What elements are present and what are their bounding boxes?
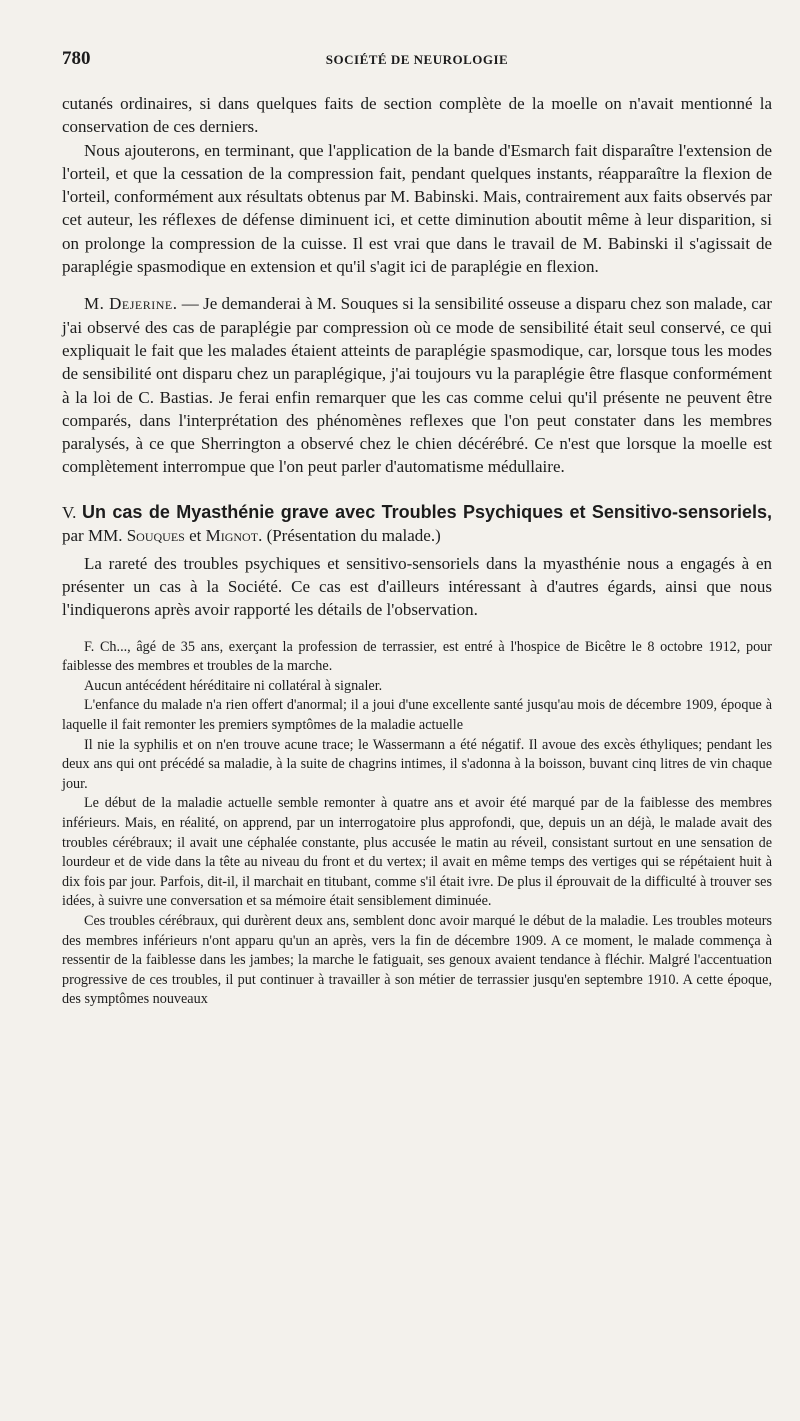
- paragraph-continuation: cutanés ordinaires, si dans quelques faits de section complète de la moelle on n'avait mentionné la conservation de ces derniers.: [62, 94, 772, 137]
- paragraph-esmarch: Nous ajouterons, en terminant, que l'application de la bande d'Esmarch fait disparaître l'extension de l'orteil, et que la cessation de la compression fait, pendant quelques instants, réapparaître la flexion de l'orteil, conformément aux résultats obtenus par M. Babinski. Mais, contrairement aux faits observés par cet auteur, les réflexes de défense diminuent ici, et cette diminution aboutit même à leur disparition, si on prolonge la compression de la cuisse. Il est vrai que dans le travail de M. Babinski il s'agissait de paraplégie spasmodique en extension et qu'il s'agit ici de paraplégie en flexion.: [62, 140, 772, 277]
- observation-paragraph: Il nie la syphilis et on n'en trouve acune trace; le Wassermann a été négatif. Il avoue des excès éthyliques; pendant les deux ans qui ont précédé sa maladie, à la suite de chagrins intimes, il s'adonna à la boisson, buvant cinq litres de vin chaque jour.: [62, 736, 772, 792]
- observation-paragraph: Ces troubles cérébraux, qui durèrent deux ans, semblent donc avoir marqué le début de la maladie. Les troubles moteurs des membres inférieurs n'ont apparu qu'un an après, vers la fin de décembre 1909. A ce moment, le malade commença à ressentir de la faiblesse dans les jambes; la marche le fatiguait, ses genoux avaient tendance à fléchir. Malgré l'accentuation progressive de ces troubles, il put continuer à travailler à son métier de terrassier jusqu'en septembre 1910. A cette époque, des symptômes nouveaux: [62, 912, 772, 1008]
- author-mignot: Mignot: [205, 526, 259, 546]
- section-numeral: V.: [62, 502, 82, 522]
- running-head: SOCIÉTÉ DE NEUROLOGIE: [325, 52, 509, 67]
- observation-paragraph: Le début de la maladie actuelle semble remonter à quatre ans et avoir été marqué par de la faiblesse des membres inférieurs. Mais, en réalité, on apprend, par un interrogatoire plus approfondi, que, depuis un an déjà, le malade avait des troubles cérébraux; il avait une céphalée constante, plus accusée le matin au réveil, consistant surtout en une sensation de lourdeur et de vide dans la tête au niveau du front et du vertex; il avait en même temps des vertiges qui se répétaient huit à dix fois par jour. Parfois, dit-il, il marchait en titubant, comme s'il était ivre. De plus il éprouvait de la difficulté à trouver ses idées, à suivre une conversation et sa mémoire était sensiblement diminuée.: [62, 795, 772, 910]
- speaker-name: M. Dejerine.: [84, 294, 178, 314]
- observation-paragraph: L'enfance du malade n'a rien offert d'anormal; il a joui d'une excellente santé jusqu'au mois de décembre 1909, époque à laquelle il fait remonter les premiers symptômes de la maladie actuelle: [62, 697, 772, 734]
- observation-paragraph: F. Ch..., âgé de 35 ans, exerçant la profession de terrassier, est entré à l'hospice de Bicêtre le 8 octobre 1912, pour faiblesse des membres et troubles de la marche.: [62, 638, 772, 675]
- author-souques: Souques: [126, 526, 185, 546]
- section-note: . (Présentation du malade.): [258, 526, 441, 546]
- paragraph-intro: La rareté des troubles psychiques et sensitivo-sensoriels dans la myasthénie nous a engagés à en présenter un cas à la Société. Ce cas est d'ailleurs intéressant à d'autres égards, ainsi que nous l'indiquerons après avoir rapporté les détails de l'observation.: [62, 553, 772, 620]
- section-heading: [62, 501, 772, 548]
- paragraph-dejerine: [62, 292, 772, 478]
- page: [62, 48, 772, 1010]
- page-header: [62, 48, 772, 78]
- section-title: Un cas de Myasthénie grave avec Troubles Psychiques et Sensitivo-sensoriels,: [82, 501, 772, 522]
- section-and: et: [184, 526, 206, 546]
- page-number: 780: [62, 48, 91, 69]
- section-by: par MM.: [62, 526, 127, 546]
- dejerine-text: — Je demanderai à M. Souques si la sensibilité osseuse a disparu chez son malade, car j'ai observé des cas de paraplégie par compression où ce mode de sensibilité était seul conservé, ce qui expliquait le fait que les malades étaient atteints de paraplégie spasmodique, car, lorsque tous les modes de sensibilité ont disparu chez un paraplégique, j'ai toujours vu la paraplégie être flasque conformément à la loi de C. Bastias. Je ferai enfin remarquer que les cas comme celui qu'il présente ne peuvent être comparés, dans l'interprétation des phénomènes reflexes que l'on peut constater dans les membres paralysés, à ce que Sherrington a observé chez le chien décérébré. Ce n'est que lorsque la moelle est complètement interrompue que l'on peut parler d'automatisme médullaire.: [62, 294, 773, 477]
- observation-paragraph: Aucun antécédent héréditaire ni collatéral à signaler.: [84, 677, 383, 694]
